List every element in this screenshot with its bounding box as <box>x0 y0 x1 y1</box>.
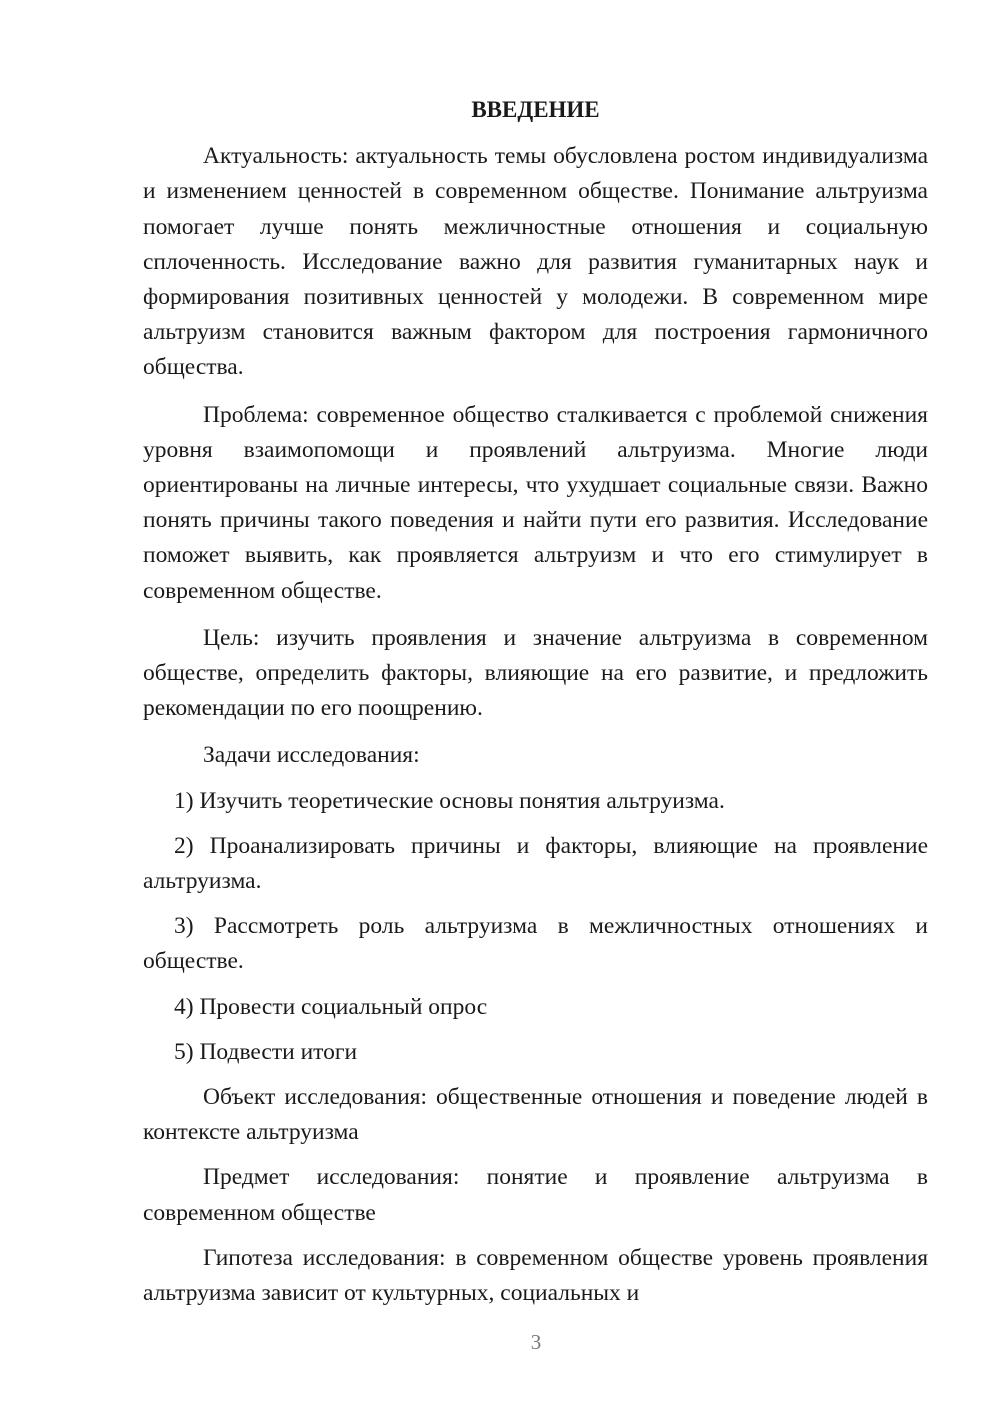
page-body <box>143 92 928 1321</box>
relevance-paragraph: Актуальность: актуальность темы обусловлена ростом индивидуализма и изменением ценностей в современном обществе. Понимание альтруизма помогает лучше понять межличностные отношения и социальную сплоченность. Исследование важно для развития гуманитарных наук и формирования позитивных ценностей у молодежи. В современном мире альтруизм становится важным фактором для построения гармоничного общества. <box>143 143 928 381</box>
section-title: ВВЕДЕНИЕ <box>471 97 600 122</box>
task-item: 2) Проанализировать причины и факторы, влияющие на проявление альтруизма. <box>143 832 928 895</box>
subject-paragraph: Предмет исследования: понятие и проявление альтруизма в современном обществе <box>143 1164 928 1226</box>
task-item: 4) Провести социальный опрос <box>174 993 488 1020</box>
tasks-heading: Задачи исследования: <box>203 742 420 769</box>
problem-paragraph: Проблема: современное общество сталкивается с проблемой снижения уровня взаимопомощи и проявлений альтруизма. Многие люди ориентированы на личные интересы, что ухудшает социальные связи. Важно понять причины такого поведения и найти пути его развития. Исследование поможет выявить, как проявляется альтруизм и что его стимулирует в современном обществе. <box>143 401 928 604</box>
task-item: 3) Рассмотреть роль альтруизма в межличностных отношениях и обществе. <box>143 913 928 975</box>
task-item: 1) Изучить теоретические основы понятия альтруизма. <box>174 787 725 814</box>
object-paragraph: Объект исследования: общественные отношения и поведение людей в контексте альтруизма <box>143 1084 928 1146</box>
page-number: 3 <box>530 1330 542 1354</box>
hypothesis-paragraph: Гипотеза исследования: в современном обществе уровень проявления альтруизма зависит от культурных, социальных и <box>143 1244 928 1307</box>
goal-paragraph: Цель: изучить проявления и значение альтруизма в современном обществе, определить факторы, влияющие на его развитие, и предложить рекомендации по его поощрению. <box>143 624 928 722</box>
task-item: 5) Подвести итоги <box>174 1038 358 1065</box>
